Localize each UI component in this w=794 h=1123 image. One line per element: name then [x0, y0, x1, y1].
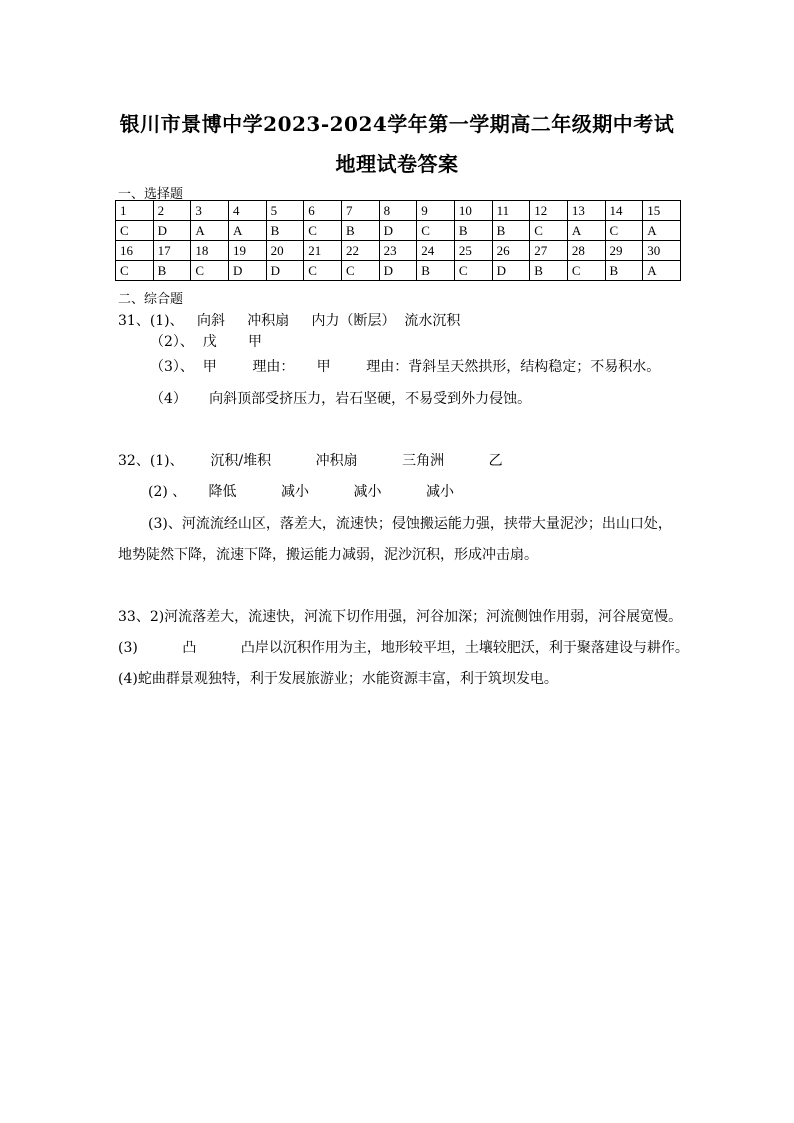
q31-part3: （3）、 甲 理由： 甲 理由：背斜呈天然拱形，结构稳定；不易积水。 — [150, 359, 661, 375]
question-number-cell: 6 — [304, 201, 342, 221]
question-number-cell: 17 — [153, 241, 191, 261]
answer-cell: B — [417, 261, 455, 281]
answer-cell: A — [643, 221, 681, 241]
answer-cell: C — [116, 261, 154, 281]
answer-cell: A — [567, 221, 605, 241]
document-subtitle: 地理试卷答案 — [335, 152, 459, 176]
question-number-cell: 19 — [228, 241, 266, 261]
question-number-cell: 21 — [304, 241, 342, 261]
q31-part2: （2）、 戊 甲 — [150, 334, 262, 350]
answer-cell: A — [643, 261, 681, 281]
q33-part4: (4)蛇曲群景观独特，利于发展旅游业；水能资源丰富，利于筑坝发电。 — [118, 671, 558, 687]
question-number-cell: 1 — [116, 201, 154, 221]
question-number-cell: 8 — [379, 201, 417, 221]
question-number-cell: 29 — [605, 241, 643, 261]
q32-part1: 32、(1)、 沉积/堆积 冲积扇 三角洲 乙 — [118, 453, 503, 469]
section-comprehensive: 二、综合题 — [118, 292, 184, 307]
question-number-cell: 25 — [454, 241, 492, 261]
answer-cell: B — [492, 221, 530, 241]
answer-cell: B — [454, 221, 492, 241]
q33-part2: 33、2)河流落差大，流速快，河流下切作用强，河谷加深；河流侧蚀作用弱，河谷展宽慢。 — [118, 609, 683, 625]
answer-cell: D — [266, 261, 304, 281]
question-number-cell: 13 — [567, 201, 605, 221]
question-number-cell: 20 — [266, 241, 304, 261]
question-number-cell: 2 — [153, 201, 191, 221]
q32-part2: (2) 、 降低 减小 减小 减小 — [148, 484, 455, 500]
q32-part4: 地势陡然下降，流速下降，搬运能力减弱，泥沙沉积，形成冲击扇。 — [118, 547, 538, 563]
answer-cell: D — [492, 261, 530, 281]
question-number-cell: 27 — [530, 241, 568, 261]
question-number-cell: 3 — [191, 201, 229, 221]
question-number-cell: 26 — [492, 241, 530, 261]
answer-cell: C — [567, 261, 605, 281]
question-number-cell: 9 — [417, 201, 455, 221]
question-number-cell: 16 — [116, 241, 154, 261]
question-number-row — [116, 241, 681, 261]
answer-cell: A — [191, 221, 229, 241]
answer-cell: C — [304, 261, 342, 281]
question-number-cell: 10 — [454, 201, 492, 221]
section-multiple-choice: 一、选择题 — [118, 187, 184, 202]
answer-cell: D — [379, 261, 417, 281]
answer-cell: C — [304, 221, 342, 241]
answer-row — [116, 221, 681, 241]
question-number-cell: 23 — [379, 241, 417, 261]
q31-part1: 31、(1)、 向斜 冲积扇 内力（断层） 流水沉积 — [118, 313, 461, 329]
question-number-cell: 12 — [530, 201, 568, 221]
question-number-cell: 7 — [341, 201, 379, 221]
answer-cell: C — [530, 221, 568, 241]
question-number-cell: 22 — [341, 241, 379, 261]
answer-table — [115, 200, 681, 281]
question-number-cell: 4 — [228, 201, 266, 221]
answer-cell: B — [266, 221, 304, 241]
document-title: 银川市景博中学2023-2024学年第一学期高二年级期中考试 — [119, 112, 675, 136]
question-number-cell: 18 — [191, 241, 229, 261]
q32-part3: (3)、河流流经山区，落差大，流速快；侵蚀搬运能力强，挟带大量泥沙；出山口处， — [148, 516, 672, 532]
question-number-cell: 15 — [643, 201, 681, 221]
answer-cell: C — [417, 221, 455, 241]
question-number-cell: 11 — [492, 201, 530, 221]
question-number-cell: 14 — [605, 201, 643, 221]
answer-cell: D — [228, 261, 266, 281]
q31-part4: （4） 向斜顶部受挤压力，岩石坚硬，不易受到外力侵蚀。 — [150, 391, 532, 407]
question-number-cell: 28 — [567, 241, 605, 261]
answer-cell: D — [153, 221, 191, 241]
answer-cell: B — [605, 261, 643, 281]
question-number-row — [116, 201, 681, 221]
answer-cell: C — [454, 261, 492, 281]
question-number-cell: 5 — [266, 201, 304, 221]
answer-cell: B — [530, 261, 568, 281]
answer-cell: C — [191, 261, 229, 281]
question-number-cell: 30 — [643, 241, 681, 261]
answer-row — [116, 261, 681, 281]
answer-cell: C — [605, 221, 643, 241]
answer-cell: D — [379, 221, 417, 241]
q33-part3: (3) 凸 凸岸以沉积作用为主，地形较平坦，土壤较肥沃，利于聚落建设与耕作。 — [118, 640, 689, 656]
answer-cell: B — [153, 261, 191, 281]
answer-cell: C — [116, 221, 154, 241]
question-number-cell: 24 — [417, 241, 455, 261]
answer-cell: A — [228, 221, 266, 241]
answer-cell: C — [341, 261, 379, 281]
answer-cell: B — [341, 221, 379, 241]
